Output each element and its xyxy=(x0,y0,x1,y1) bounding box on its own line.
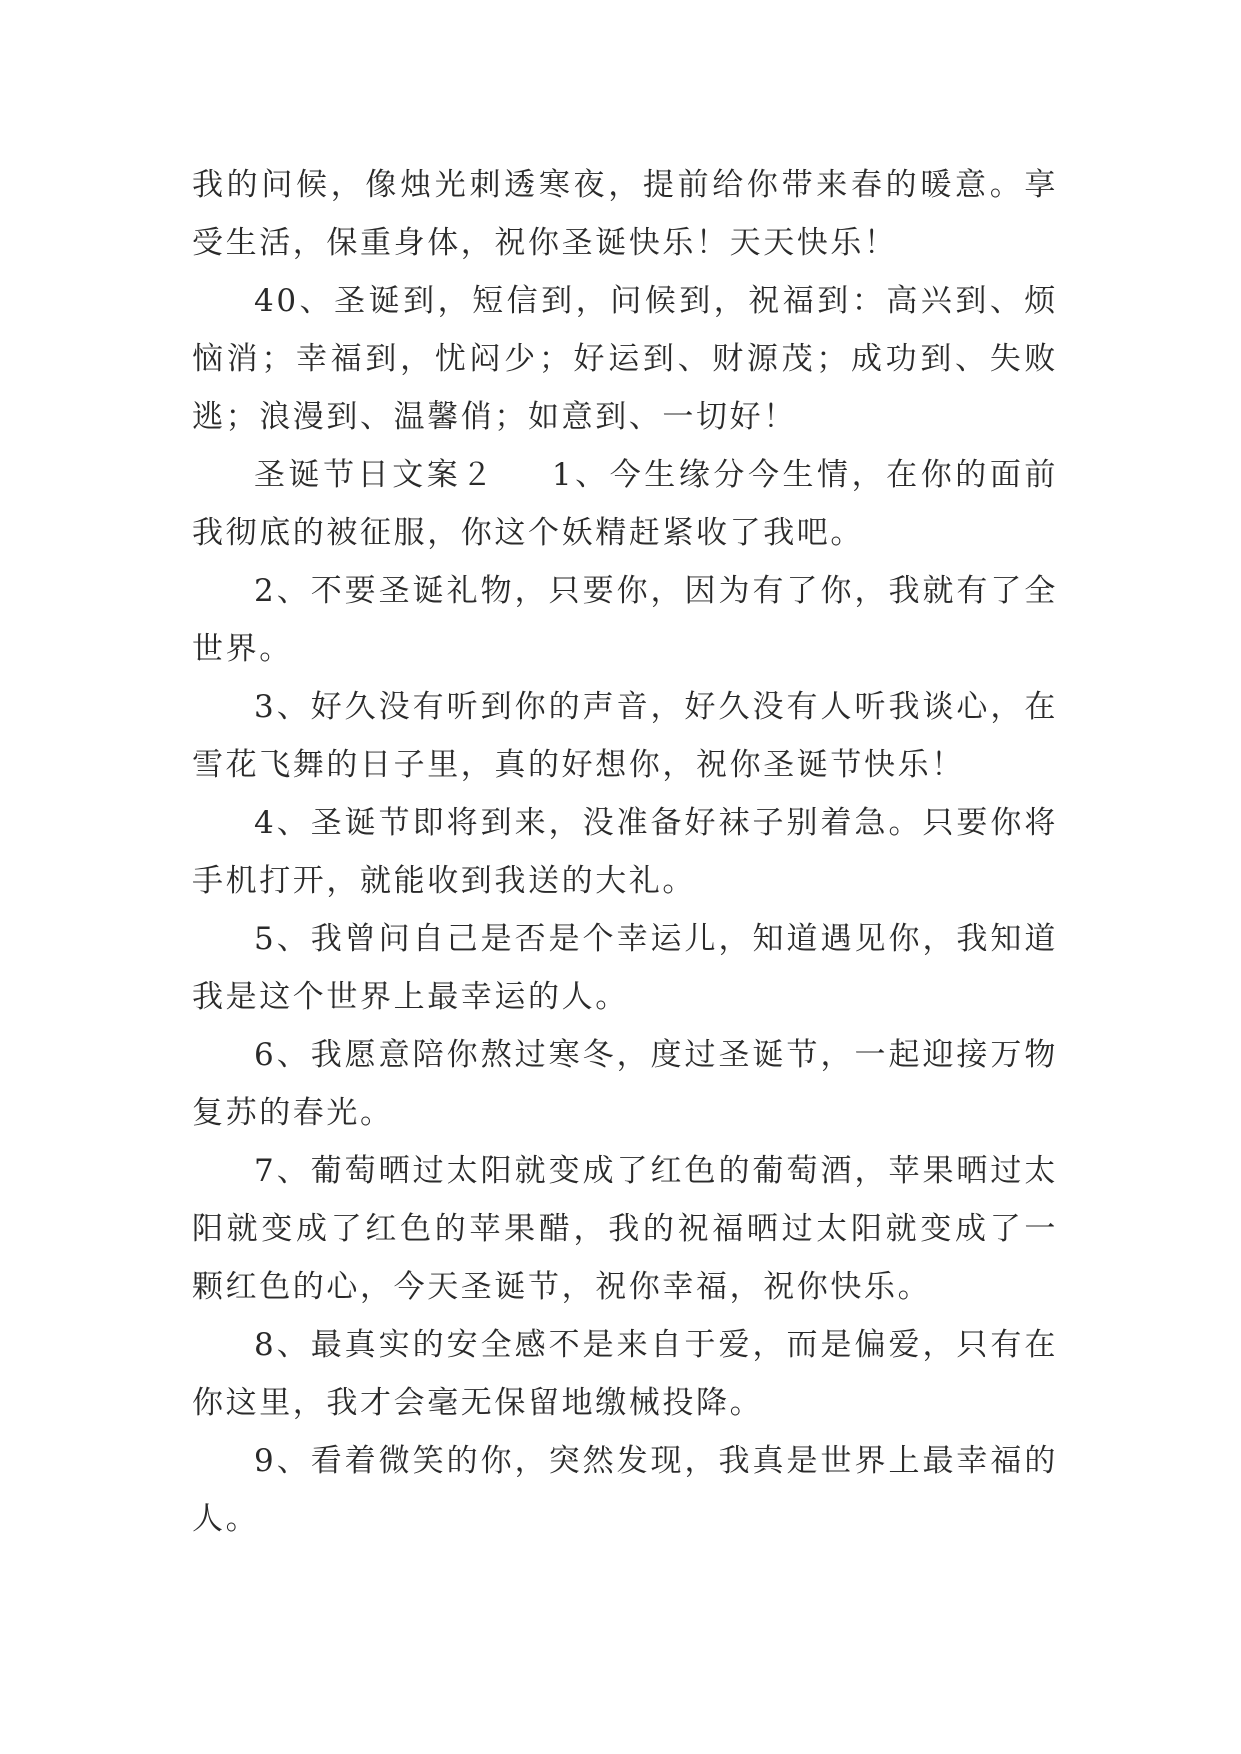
list-item: 5、我曾问自己是否是个幸运儿，知道遇见你，我知道我是这个世界上最幸运的人。 xyxy=(192,921,1058,1015)
section-paragraph xyxy=(192,446,1058,562)
paragraph-continuation: 我的问候，像烛光刺透寒夜，提前给你带来春的暖意。享受生活，保重身体，祝你圣诞快乐！天天快乐！ xyxy=(192,167,1058,261)
document-body xyxy=(192,156,1058,1548)
list-item: 2、不要圣诞礼物，只要你，因为有了你，我就有了全世界。 xyxy=(192,573,1058,667)
list-item: 3、好久没有听到你的声音，好久没有人听我谈心，在雪花飞舞的日子里，真的好想你，祝你圣诞节快乐！ xyxy=(192,689,1058,783)
list-item: 4、圣诞节即将到来，没准备好袜子别着急。只要你将手机打开，就能收到我送的大礼。 xyxy=(192,805,1058,899)
section-first-item: 1、今生缘分今生情，在你的面前我彻底的被征服，你这个妖精赶紧收了我吧。 xyxy=(192,457,1058,551)
list-item: 6、我愿意陪你熬过寒冬，度过圣诞节，一起迎接万物复苏的春光。 xyxy=(192,1037,1058,1131)
list-item: 9、看着微笑的你，突然发现，我真是世界上最幸福的人。 xyxy=(192,1443,1058,1537)
paragraph-item-40: 40、圣诞到，短信到，问候到，祝福到：高兴到、烦恼消；幸福到，忧闷少；好运到、财源茂；成功到、失败逃；浪漫到、温馨俏；如意到、一切好！ xyxy=(192,283,1058,435)
list-item: 7、葡萄晒过太阳就变成了红色的葡萄酒，苹果晒过太阳就变成了红色的苹果醋，我的祝福晒过太阳就变成了一颗红色的心，今天圣诞节，祝你幸福，祝你快乐。 xyxy=(192,1153,1058,1305)
section-heading: 圣诞节日文案２ xyxy=(254,457,496,493)
list-item: 8、最真实的安全感不是来自于爱，而是偏爱，只有在你这里，我才会毫无保留地缴械投降。 xyxy=(192,1327,1058,1421)
